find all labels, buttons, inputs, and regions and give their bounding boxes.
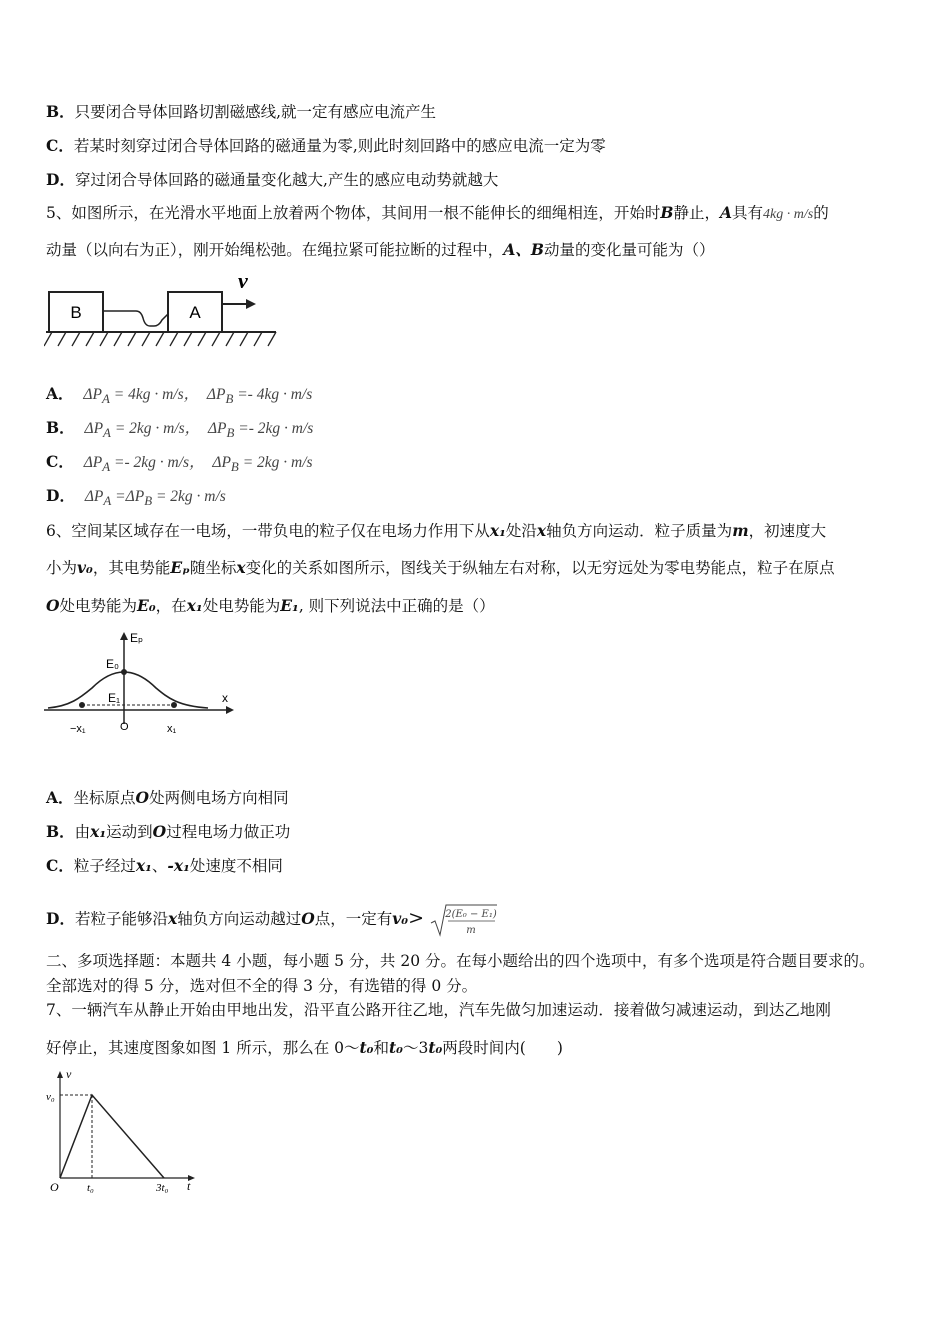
velocity-label: v	[238, 268, 248, 293]
q6-potential-energy-graph	[40, 628, 240, 740]
q6-option-a: A．坐标原点O处两侧电场方向相同	[46, 788, 289, 807]
e0-label: E₀	[106, 657, 119, 671]
q5-option-a: A． $\Delta P_A = 4kg \cdot m/s$， $\Delta P_B =- 4kg \cdot m/s$	[46, 384, 313, 407]
velocity-line	[60, 1095, 164, 1178]
q5-stem-line1: 5、如图所示，在光滑水平地面上放着两个物体，其间用一根不能伸长的细绳相连，开始时B静止，A具有4kg · m/s的	[46, 203, 829, 222]
q5-stem-line2: 动量（以向右为正），刚开始绳松弛。在绳拉紧可能拉断的过程中，A、B动量的变化量可能为（）	[46, 240, 715, 259]
x-axis-label: x	[222, 691, 228, 705]
t0-label: t₀	[87, 1182, 94, 1194]
q5-option-b: B． $\Delta P_A = 2kg \cdot m/s$， $\Delta P_B =- 2kg \cdot m/s$	[46, 418, 314, 441]
block-b-label: B	[70, 303, 82, 322]
ground-hatching	[44, 332, 276, 346]
sqrt-denominator: m	[466, 925, 476, 936]
q6-option-c: C．粒子经过x₁、-x₁处速度不相同	[46, 856, 283, 875]
point-origin-e0	[121, 669, 127, 675]
neg-x1-label: −x₁	[70, 723, 86, 735]
section2-header-line1: 二、多项选择题：本题共 4 小题，每小题 5 分，共 20 分。在每小题给出的四个选项中，有多个选项是符合题目要求的。	[46, 952, 875, 970]
y-axis-arrow	[120, 632, 128, 640]
ep-axis-label: Eₚ	[130, 631, 144, 645]
q4-option-d: D．穿过闭合导体回路的磁通量变化越大,产生的感应电动势就越大	[46, 170, 499, 189]
q6-stem-line1: 6、空间某区域存在一电场，一带负电的粒子仅在电场力作用下从x₁处沿x轴负方向运动．粒子质量为m，初速度大	[46, 521, 827, 540]
q6-option-d: D．若粒子能够沿x轴负方向运动越过O点，一定有v₀> 2(E₀ − E₁) m	[46, 903, 499, 937]
q7-stem-line1: 7、一辆汽车从静止开始由甲地出发，沿平直公路开往乙地，汽车先做匀加速运动．接着做匀减速运动，到达乙地刚	[46, 1001, 831, 1019]
origin-label: O	[120, 721, 129, 733]
v0-label: v₀	[46, 1091, 55, 1103]
q6-option-b: B．由x₁运动到O过程电场力做正功	[46, 822, 291, 841]
3t0-label: 3t₀	[156, 1182, 169, 1194]
point-neg-x1	[79, 702, 85, 708]
t-axis-label: t	[187, 1179, 191, 1193]
q5-option-c: C． $\Delta P_A =- 2kg \cdot m/s$， $\Delta P_B = 2kg \cdot m/s$	[46, 452, 313, 475]
section2-header-line2: 全部选对的得 5 分，选对但不全的得 3 分，有选错的得 0 分。	[46, 977, 478, 995]
q7-velocity-time-graph	[40, 1064, 210, 1200]
e1-label: E₁	[108, 691, 121, 705]
x1-label: x₁	[167, 723, 177, 735]
q6-stem-line2: 小为v₀，其电势能Eₚ随坐标x变化的关系如图所示，图线关于纵轴左右对称，以无穷远处为零电势能点，粒子在原点	[46, 558, 835, 577]
velocity-arrowhead	[246, 299, 256, 309]
v-axis-label: v	[66, 1067, 72, 1081]
origin-label: O	[50, 1180, 59, 1194]
q5-blocks-figure	[44, 268, 280, 352]
q7-stem-line2: 好停止，其速度图象如图 1 所示，那么在 0～t₀和t₀～3t₀两段时间内( )	[46, 1038, 563, 1057]
sqrt-numerator: 2(E₀ − E₁)	[445, 909, 497, 920]
rope	[103, 311, 168, 326]
block-a-label: A	[189, 303, 201, 322]
sqrt-expression	[429, 903, 499, 937]
v-axis-arrow	[57, 1071, 63, 1078]
q5-option-d: D． $\Delta P_A =\Delta P_B = 2kg \cdot m/s$	[46, 486, 226, 509]
x-axis-arrow	[226, 706, 234, 714]
q4-option-c: C．若某时刻穿过闭合导体回路的磁通量为零,则此时刻回路中的感应电流一定为零	[46, 136, 606, 155]
ep-curve	[48, 672, 208, 708]
point-x1	[171, 702, 177, 708]
momentum-value: 4kg · m/s	[763, 207, 814, 222]
q4-option-b: B．只要闭合导体回路切割磁感线,就一定有感应电流产生	[46, 102, 437, 121]
q6-stem-line3: O处电势能为E₀，在x₁处电势能为E₁, 则下列说法中正确的是（）	[46, 596, 495, 615]
